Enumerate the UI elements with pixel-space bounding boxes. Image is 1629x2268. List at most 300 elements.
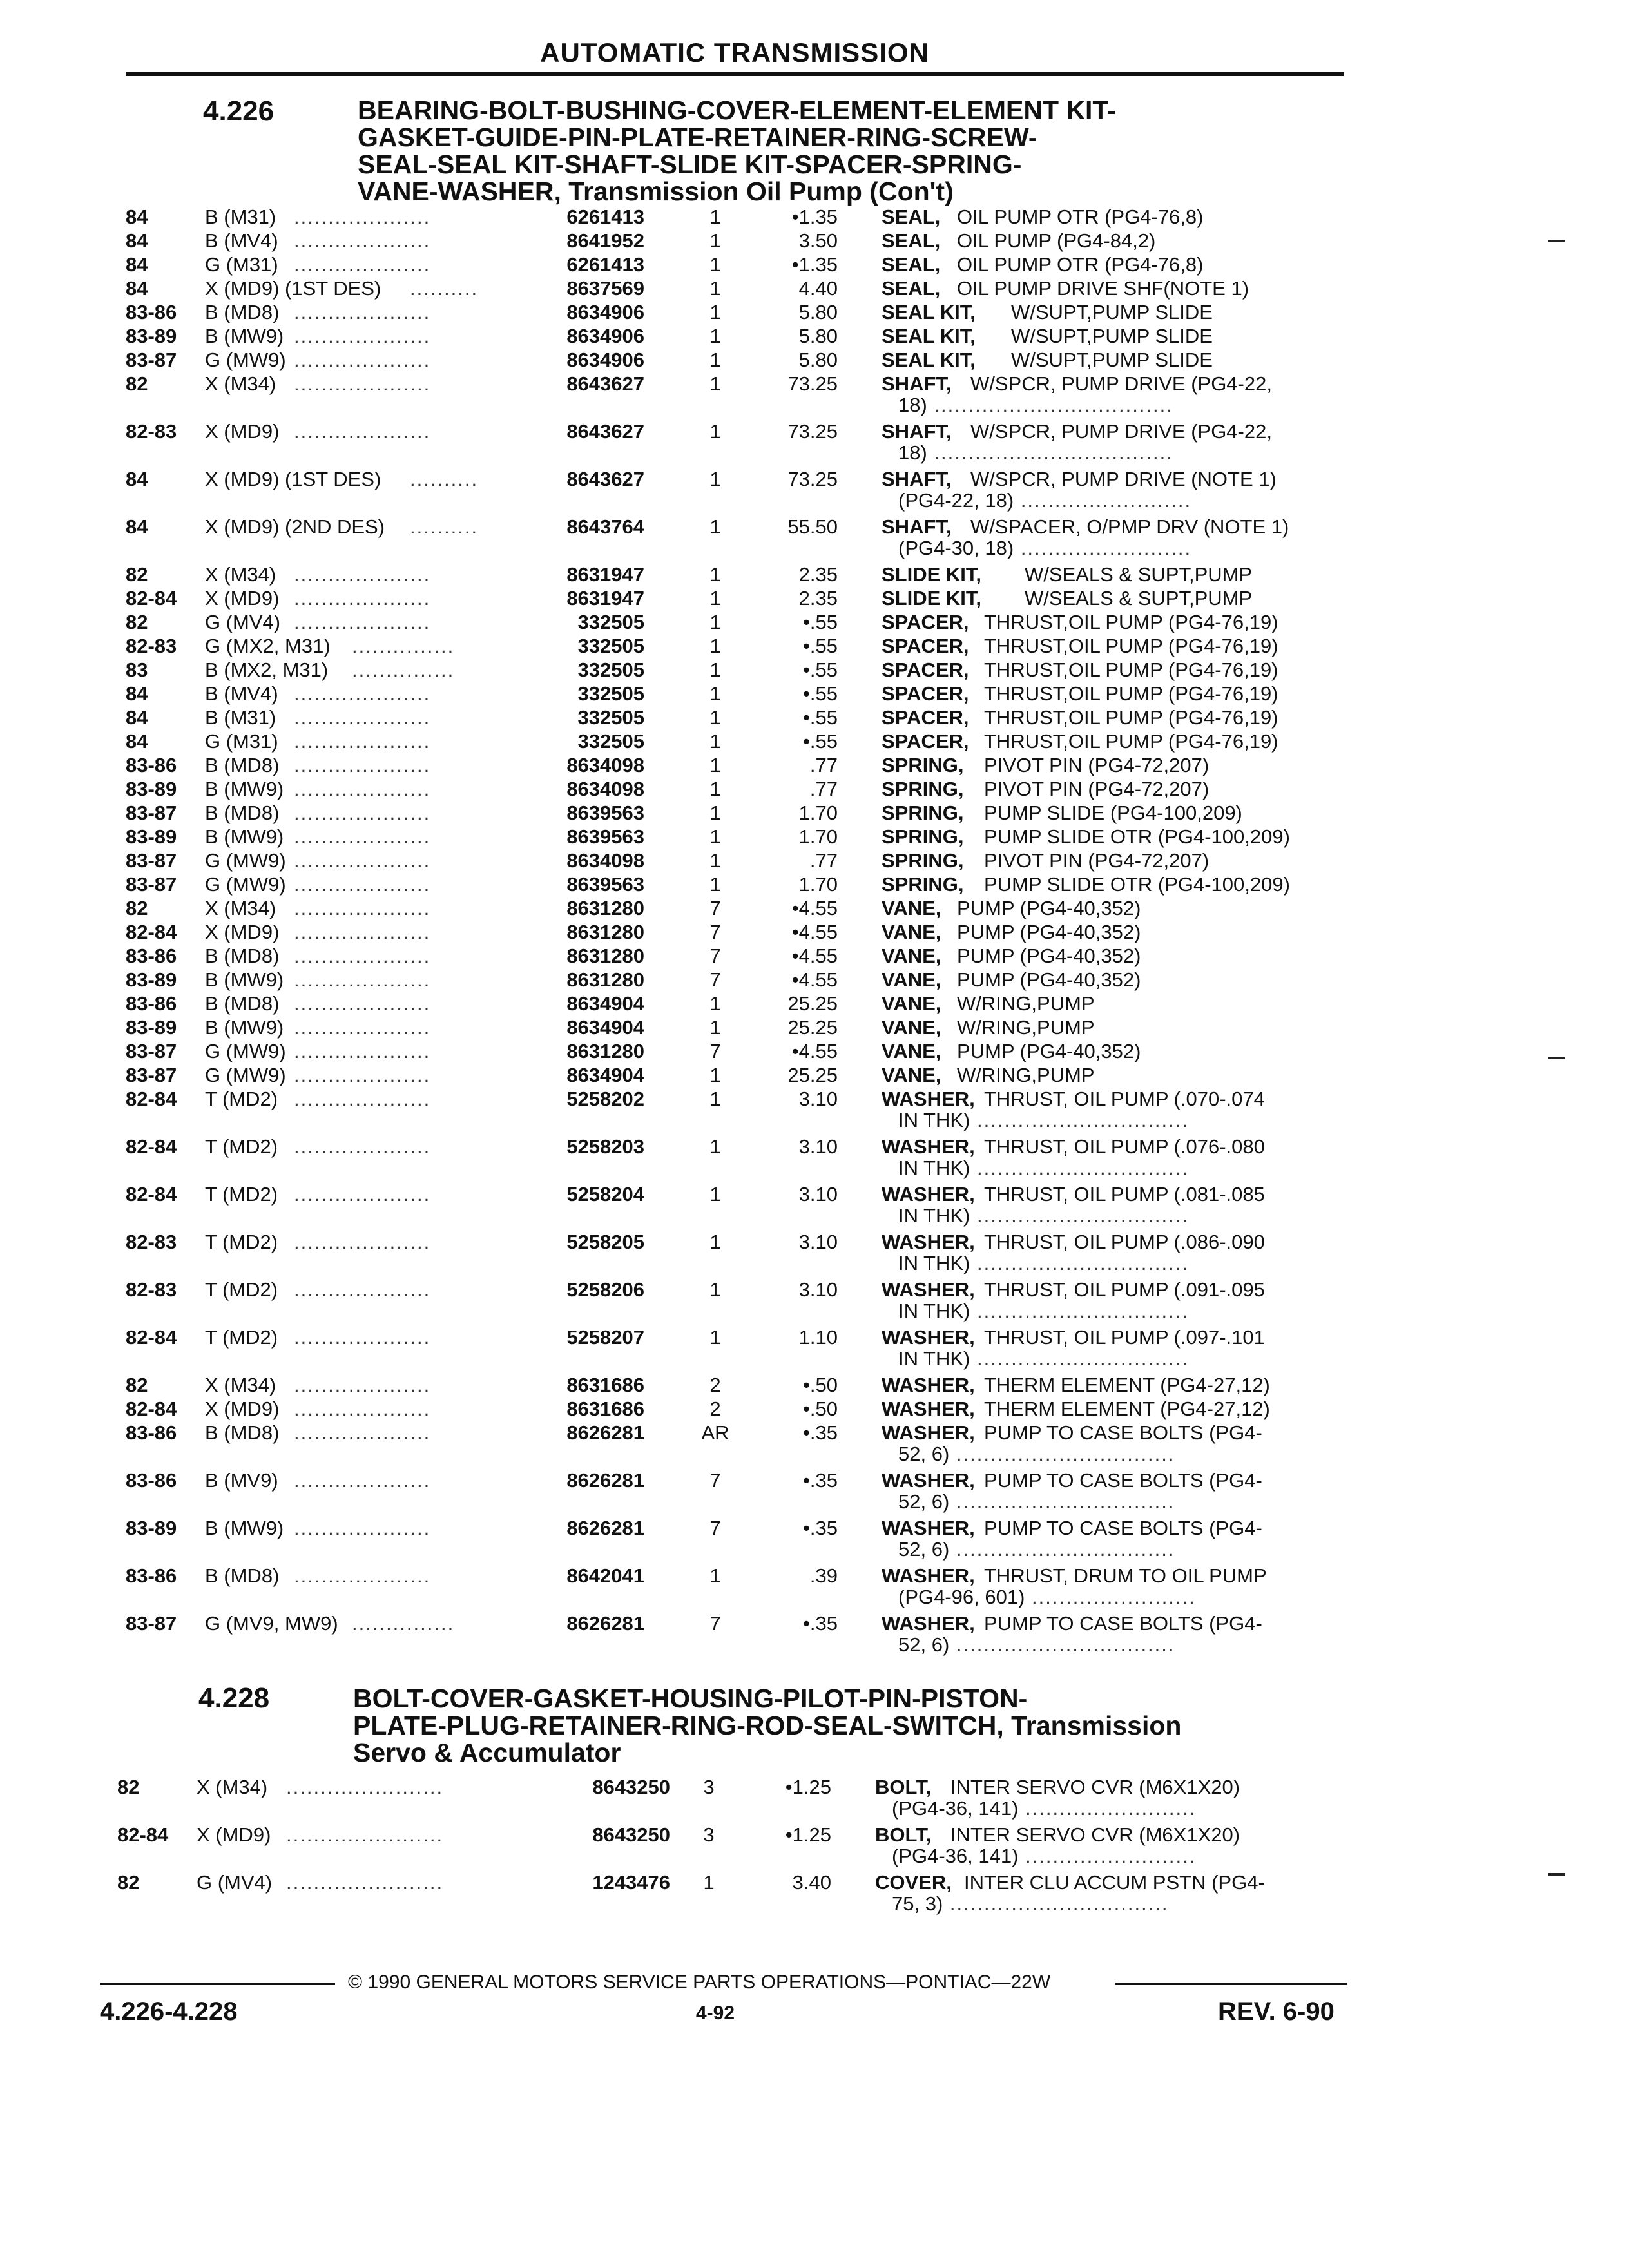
part-number: 8634098 bbox=[566, 778, 644, 800]
leader-dots: ................................ bbox=[943, 1892, 1169, 1915]
leader-dots: .................... bbox=[294, 1278, 431, 1301]
price: 5.80 bbox=[798, 349, 838, 371]
part-name: VANE, bbox=[882, 945, 941, 967]
model-code: B (MD8) bbox=[205, 802, 280, 824]
part-number: 8642041 bbox=[566, 1564, 644, 1587]
price: 2.35 bbox=[798, 587, 838, 610]
part-name: SPACER, bbox=[882, 706, 969, 729]
part-number: 5258202 bbox=[566, 1088, 644, 1110]
part-name: VANE, bbox=[882, 921, 941, 943]
continuation-text: 52, 6) bbox=[898, 1490, 950, 1513]
leader-dots: .................... bbox=[294, 206, 431, 228]
part-row bbox=[0, 1564, 1629, 1588]
part-name: SPRING, bbox=[882, 873, 964, 896]
part-row bbox=[0, 1516, 1629, 1540]
model-year: 82-83 bbox=[126, 635, 177, 657]
part-description: PUMP (PG4-40,352) bbox=[957, 921, 1141, 943]
part-number: 332505 bbox=[577, 730, 644, 753]
part-name: WASHER, bbox=[882, 1469, 975, 1492]
leader-dots: ................................ bbox=[949, 1443, 1175, 1465]
leader-dots: .................... bbox=[294, 1231, 431, 1253]
continuation-text: IN THK) bbox=[898, 1252, 970, 1274]
description-continuation bbox=[892, 1844, 1196, 1868]
model-year: 82-84 bbox=[126, 1135, 177, 1158]
part-row bbox=[0, 586, 1629, 610]
description-continuation bbox=[898, 1156, 1189, 1180]
leader-dots: ....................... bbox=[286, 1823, 444, 1846]
part-description: PUMP TO CASE BOLTS (PG4- bbox=[984, 1421, 1262, 1444]
part-name: SHAFT, bbox=[882, 420, 952, 443]
continuation-text: IN THK) bbox=[898, 1109, 970, 1131]
leader-dots: .................... bbox=[294, 349, 431, 371]
part-row bbox=[0, 992, 1629, 1015]
part-row bbox=[0, 372, 1629, 396]
model-year: 82-84 bbox=[126, 587, 177, 610]
leader-dots: .................... bbox=[294, 1183, 431, 1206]
quantity: 1 bbox=[709, 372, 721, 395]
model-code: B (MV4) bbox=[205, 682, 278, 705]
price: •4.55 bbox=[791, 968, 838, 991]
description-continuation bbox=[898, 1442, 1175, 1466]
model-code: B (MX2, M31) bbox=[205, 658, 329, 681]
model-year: 83-86 bbox=[126, 992, 177, 1015]
part-number: 8639563 bbox=[566, 873, 644, 896]
price: 5.80 bbox=[798, 301, 838, 323]
model-year: 83-89 bbox=[126, 325, 177, 347]
quantity: 1 bbox=[709, 1278, 721, 1301]
price: 1.70 bbox=[798, 873, 838, 896]
quantity: 1 bbox=[709, 325, 721, 347]
part-number: 1243476 bbox=[592, 1871, 670, 1894]
price: •.55 bbox=[803, 730, 838, 753]
part-description: THRUST,OIL PUMP (PG4-76,19) bbox=[984, 611, 1278, 633]
section-title-line: SEAL-SEAL KIT-SHAFT-SLIDE KIT-SPACER-SPRING- bbox=[358, 149, 1022, 179]
quantity: 1 bbox=[709, 515, 721, 538]
part-row bbox=[0, 849, 1629, 872]
part-description: PUMP SLIDE OTR (PG4-100,209) bbox=[984, 873, 1290, 896]
price: 55.50 bbox=[787, 515, 838, 538]
part-name: BOLT, bbox=[875, 1823, 932, 1846]
leader-dots: ......................... bbox=[1014, 537, 1192, 559]
continuation-text: IN THK) bbox=[898, 1157, 970, 1179]
model-year: 84 bbox=[126, 730, 148, 753]
part-name: SEAL, bbox=[882, 229, 941, 252]
leader-dots: ......................... bbox=[1014, 489, 1192, 512]
price: 73.25 bbox=[787, 420, 838, 443]
section-title-line: Servo & Accumulator bbox=[353, 1738, 621, 1767]
part-name: WASHER, bbox=[882, 1517, 975, 1539]
description-continuation bbox=[898, 1347, 1189, 1370]
price: .77 bbox=[809, 778, 838, 800]
model-year: 82 bbox=[126, 372, 148, 395]
model-year: 82 bbox=[117, 1776, 140, 1798]
leader-dots: .................... bbox=[294, 945, 431, 967]
leader-dots: ................................ bbox=[949, 1538, 1175, 1561]
part-name: SPRING, bbox=[882, 849, 964, 872]
part-description: PIVOT PIN (PG4-72,207) bbox=[984, 778, 1210, 800]
leader-dots: .................... bbox=[294, 253, 431, 276]
part-name: SLIDE KIT, bbox=[882, 563, 982, 586]
leader-dots: .................... bbox=[294, 1064, 431, 1086]
part-row bbox=[0, 276, 1629, 300]
model-year: 82-83 bbox=[126, 420, 177, 443]
quantity: 7 bbox=[709, 921, 721, 943]
quantity: 1 bbox=[709, 1088, 721, 1110]
model-code: G (MV4) bbox=[205, 611, 281, 633]
part-name: SHAFT, bbox=[882, 468, 952, 490]
part-number: 8641952 bbox=[566, 229, 644, 252]
leader-dots: .......... bbox=[410, 468, 479, 490]
leader-dots: ............................... bbox=[970, 1300, 1189, 1322]
part-number: 8634098 bbox=[566, 754, 644, 776]
quantity: 7 bbox=[709, 1040, 721, 1062]
part-name: SEAL, bbox=[882, 277, 941, 300]
quantity: 2 bbox=[709, 1374, 721, 1396]
part-row bbox=[0, 1373, 1629, 1397]
quantity: 1 bbox=[709, 825, 721, 848]
part-description: THRUST,OIL PUMP (PG4-76,19) bbox=[984, 635, 1278, 657]
part-row bbox=[0, 682, 1629, 706]
part-description: W/SEALS & SUPT,PUMP bbox=[1025, 587, 1253, 610]
part-number: 8631280 bbox=[566, 1040, 644, 1062]
leader-dots: ................................... bbox=[927, 394, 1173, 416]
part-description: PUMP (PG4-40,352) bbox=[957, 968, 1141, 991]
part-number: 8643627 bbox=[566, 372, 644, 395]
model-year: 84 bbox=[126, 206, 148, 228]
quantity: 1 bbox=[709, 229, 721, 252]
part-name: SLIDE KIT, bbox=[882, 587, 982, 610]
price: •.55 bbox=[803, 706, 838, 729]
price: 3.10 bbox=[798, 1231, 838, 1253]
quantity: 1 bbox=[709, 778, 721, 800]
part-name: WASHER, bbox=[882, 1135, 975, 1158]
price: 5.80 bbox=[798, 325, 838, 347]
model-code: X (M34) bbox=[197, 1776, 268, 1798]
model-code: X (MD9) (2ND DES) bbox=[205, 515, 385, 538]
margin-mark bbox=[1548, 240, 1565, 242]
price: •4.55 bbox=[791, 1040, 838, 1062]
model-year: 83-87 bbox=[126, 873, 177, 896]
price: •1.25 bbox=[785, 1823, 831, 1846]
footer-rule-right bbox=[1115, 1983, 1347, 1985]
part-number: 8631686 bbox=[566, 1398, 644, 1420]
part-row bbox=[0, 1039, 1629, 1063]
description-continuation bbox=[898, 1108, 1189, 1132]
model-year: 84 bbox=[126, 682, 148, 705]
model-code: B (MD8) bbox=[205, 1564, 280, 1587]
part-number: 8634904 bbox=[566, 1016, 644, 1039]
model-year: 82-84 bbox=[117, 1823, 169, 1846]
description-continuation bbox=[892, 1892, 1169, 1916]
part-number: 8639563 bbox=[566, 802, 644, 824]
quantity: 7 bbox=[709, 1612, 721, 1635]
leader-dots: .................... bbox=[294, 1135, 431, 1158]
part-description: PIVOT PIN (PG4-72,207) bbox=[984, 754, 1210, 776]
part-name: SPRING, bbox=[882, 754, 964, 776]
model-year: 83-86 bbox=[126, 1421, 177, 1444]
part-row bbox=[0, 1230, 1629, 1254]
part-row bbox=[0, 729, 1629, 753]
model-year: 84 bbox=[126, 706, 148, 729]
model-code: B (MW9) bbox=[205, 1016, 284, 1039]
part-number: 8637569 bbox=[566, 277, 644, 300]
part-number: 5258203 bbox=[566, 1135, 644, 1158]
part-name: COVER, bbox=[875, 1871, 952, 1894]
leader-dots: ........................ bbox=[1025, 1586, 1196, 1608]
leader-dots: .................... bbox=[294, 992, 431, 1015]
part-number: 8626281 bbox=[566, 1421, 644, 1444]
part-name: SEAL KIT, bbox=[882, 301, 976, 323]
part-description: INTER SERVO CVR (M6X1X20) bbox=[950, 1776, 1240, 1798]
part-name: SPACER, bbox=[882, 635, 969, 657]
model-year: 83-89 bbox=[126, 778, 177, 800]
part-description: PUMP (PG4-40,352) bbox=[957, 897, 1141, 919]
part-number: 5258206 bbox=[566, 1278, 644, 1301]
price: 1.10 bbox=[798, 1326, 838, 1349]
part-description: PUMP TO CASE BOLTS (PG4- bbox=[984, 1469, 1262, 1492]
part-row bbox=[0, 634, 1629, 658]
quantity: 1 bbox=[709, 420, 721, 443]
model-year: 83-87 bbox=[126, 1612, 177, 1635]
model-code: X (MD9) (1ST DES) bbox=[205, 468, 381, 490]
price: 1.70 bbox=[798, 802, 838, 824]
model-year: 83-87 bbox=[126, 1064, 177, 1086]
part-name: SPRING, bbox=[882, 825, 964, 848]
price: •.35 bbox=[803, 1469, 838, 1492]
part-description: PUMP TO CASE BOLTS (PG4- bbox=[984, 1612, 1262, 1635]
model-year: 84 bbox=[126, 277, 148, 300]
price: •4.55 bbox=[791, 921, 838, 943]
continuation-text: 18) bbox=[898, 441, 927, 464]
part-name: WASHER, bbox=[882, 1088, 975, 1110]
model-year: 82-84 bbox=[126, 1398, 177, 1420]
quantity: 7 bbox=[709, 945, 721, 967]
model-code: G (MW9) bbox=[205, 1064, 286, 1086]
leader-dots: ................................ bbox=[949, 1633, 1175, 1656]
part-name: WASHER, bbox=[882, 1278, 975, 1301]
part-description: OIL PUMP (PG4-84,2) bbox=[957, 229, 1156, 252]
price: 25.25 bbox=[787, 992, 838, 1015]
price: .77 bbox=[809, 754, 838, 776]
part-row bbox=[0, 1870, 1629, 1894]
quantity: 7 bbox=[709, 897, 721, 919]
part-number: 8643250 bbox=[592, 1823, 670, 1846]
quantity: 1 bbox=[709, 468, 721, 490]
footer-copyright: © 1990 GENERAL MOTORS SERVICE PARTS OPERATIONS—PONTIAC—22W bbox=[348, 1972, 1051, 1993]
leader-dots: .................... bbox=[294, 778, 431, 800]
model-code: T (MD2) bbox=[205, 1326, 278, 1349]
quantity: 1 bbox=[709, 802, 721, 824]
price: •.35 bbox=[803, 1421, 838, 1444]
section-title-line: GASKET-GUIDE-PIN-PLATE-RETAINER-RING-SCREW- bbox=[358, 122, 1037, 152]
part-description: W/SUPT,PUMP SLIDE bbox=[1011, 325, 1213, 347]
model-code: B (MW9) bbox=[205, 825, 284, 848]
quantity: 3 bbox=[703, 1823, 715, 1846]
quantity: 7 bbox=[709, 1469, 721, 1492]
continuation-text: 52, 6) bbox=[898, 1443, 950, 1465]
price: 4.40 bbox=[798, 277, 838, 300]
part-description: THRUST, DRUM TO OIL PUMP bbox=[984, 1564, 1267, 1587]
footer-page-number: 4-92 bbox=[696, 2003, 735, 2024]
quantity: 1 bbox=[709, 992, 721, 1015]
section-title-line: BEARING-BOLT-BUSHING-COVER-ELEMENT-ELEMENT KIT- bbox=[358, 95, 1116, 125]
quantity: 1 bbox=[709, 706, 721, 729]
model-code: X (M34) bbox=[205, 897, 276, 919]
part-number: 8643627 bbox=[566, 468, 644, 490]
part-name: WASHER, bbox=[882, 1421, 975, 1444]
leader-dots: ....................... bbox=[286, 1776, 444, 1798]
leader-dots: .................... bbox=[294, 611, 431, 633]
leader-dots: .................... bbox=[294, 1469, 431, 1492]
part-name: WASHER, bbox=[882, 1231, 975, 1253]
model-year: 84 bbox=[126, 253, 148, 276]
model-year: 83-89 bbox=[126, 1016, 177, 1039]
quantity: 1 bbox=[709, 349, 721, 371]
footer-revision: REV. 6-90 bbox=[1218, 1997, 1335, 2026]
part-row bbox=[0, 1015, 1629, 1039]
part-number: 8634098 bbox=[566, 849, 644, 872]
part-row bbox=[0, 777, 1629, 801]
part-row bbox=[0, 658, 1629, 682]
page-header-title: AUTOMATIC TRANSMISSION bbox=[540, 37, 929, 68]
leader-dots: ................................... bbox=[927, 441, 1173, 464]
part-name: VANE, bbox=[882, 968, 941, 991]
price: 2.35 bbox=[798, 563, 838, 586]
part-description: THRUST, OIL PUMP (.091-.095 bbox=[984, 1278, 1265, 1301]
leader-dots: .................... bbox=[294, 229, 431, 252]
leader-dots: .................... bbox=[294, 802, 431, 824]
model-code: G (MW9) bbox=[205, 349, 286, 371]
leader-dots: .................... bbox=[294, 730, 431, 753]
leader-dots: .................... bbox=[294, 849, 431, 872]
part-description: THRUST, OIL PUMP (.086-.090 bbox=[984, 1231, 1265, 1253]
model-year: 83-87 bbox=[126, 849, 177, 872]
part-description: OIL PUMP DRIVE SHF(NOTE 1) bbox=[957, 277, 1249, 300]
leader-dots: .................... bbox=[294, 420, 431, 443]
part-row bbox=[0, 1775, 1629, 1799]
model-year: 83-86 bbox=[126, 1469, 177, 1492]
model-code: T (MD2) bbox=[205, 1278, 278, 1301]
quantity: 1 bbox=[709, 253, 721, 276]
price: •4.55 bbox=[791, 945, 838, 967]
model-year: 82 bbox=[126, 897, 148, 919]
part-number: 8634904 bbox=[566, 992, 644, 1015]
description-continuation bbox=[898, 1537, 1175, 1561]
leader-dots: .......... bbox=[410, 515, 479, 538]
model-code: B (MW9) bbox=[205, 325, 284, 347]
part-description: INTER SERVO CVR (M6X1X20) bbox=[950, 1823, 1240, 1846]
margin-mark bbox=[1548, 1057, 1565, 1059]
part-name: SPACER, bbox=[882, 682, 969, 705]
continuation-text: (PG4-36, 141) bbox=[892, 1797, 1019, 1820]
quantity: 1 bbox=[709, 1231, 721, 1253]
model-code: B (MW9) bbox=[205, 778, 284, 800]
leader-dots: ............... bbox=[352, 1612, 455, 1635]
part-description: THRUST,OIL PUMP (PG4-76,19) bbox=[984, 682, 1278, 705]
model-year: 82 bbox=[126, 563, 148, 586]
model-year: 83-86 bbox=[126, 301, 177, 323]
part-row bbox=[0, 562, 1629, 586]
leader-dots: .................... bbox=[294, 587, 431, 610]
part-number: 6261413 bbox=[566, 206, 644, 228]
model-year: 83-86 bbox=[126, 1564, 177, 1587]
leader-dots: .................... bbox=[294, 301, 431, 323]
description-continuation bbox=[898, 1251, 1189, 1275]
part-row bbox=[0, 1087, 1629, 1111]
section-title-line: PLATE-PLUG-RETAINER-RING-ROD-SEAL-SWITCH, Transmission bbox=[353, 1711, 1182, 1740]
model-code: B (MD8) bbox=[205, 945, 280, 967]
part-number: 5258207 bbox=[566, 1326, 644, 1349]
part-description: PUMP SLIDE (PG4-100,209) bbox=[984, 802, 1242, 824]
model-code: X (MD9) bbox=[205, 587, 280, 610]
part-row bbox=[0, 1397, 1629, 1421]
model-year: 82-83 bbox=[126, 1278, 177, 1301]
model-code: B (M31) bbox=[205, 706, 276, 729]
quantity: 1 bbox=[709, 1064, 721, 1086]
part-row bbox=[0, 515, 1629, 539]
part-row bbox=[0, 205, 1629, 229]
part-name: WASHER, bbox=[882, 1374, 975, 1396]
part-row bbox=[0, 968, 1629, 992]
part-row bbox=[0, 1421, 1629, 1445]
part-number: 332505 bbox=[577, 658, 644, 681]
model-year: 82-83 bbox=[126, 1231, 177, 1253]
quantity: AR bbox=[701, 1421, 729, 1444]
model-code: B (MD8) bbox=[205, 301, 280, 323]
part-description: PUMP (PG4-40,352) bbox=[957, 1040, 1141, 1062]
part-description: THRUST, OIL PUMP (.070-.074 bbox=[984, 1088, 1265, 1110]
part-description: OIL PUMP OTR (PG4-76,8) bbox=[957, 253, 1204, 276]
part-row bbox=[0, 801, 1629, 825]
model-year: 83-89 bbox=[126, 968, 177, 991]
price: 3.10 bbox=[798, 1088, 838, 1110]
leader-dots: .................... bbox=[294, 1398, 431, 1420]
continuation-text: 52, 6) bbox=[898, 1633, 950, 1656]
part-row bbox=[0, 300, 1629, 324]
price: •.55 bbox=[803, 682, 838, 705]
continuation-text: IN THK) bbox=[898, 1347, 970, 1370]
quantity: 1 bbox=[709, 635, 721, 657]
price: •1.25 bbox=[785, 1776, 831, 1798]
leader-dots: ............................... bbox=[970, 1252, 1189, 1274]
model-code: G (MV9, MW9) bbox=[205, 1612, 338, 1635]
leader-dots: .................... bbox=[294, 921, 431, 943]
part-row bbox=[0, 872, 1629, 896]
leader-dots: .................... bbox=[294, 325, 431, 347]
quantity: 1 bbox=[709, 563, 721, 586]
model-year: 83-86 bbox=[126, 754, 177, 776]
part-number: 8643250 bbox=[592, 1776, 670, 1798]
quantity: 2 bbox=[709, 1398, 721, 1420]
leader-dots: ......................... bbox=[1018, 1797, 1197, 1820]
quantity: 1 bbox=[709, 754, 721, 776]
leader-dots: .................... bbox=[294, 372, 431, 395]
price: 3.10 bbox=[798, 1183, 838, 1206]
price: 25.25 bbox=[787, 1064, 838, 1086]
part-description: PUMP SLIDE OTR (PG4-100,209) bbox=[984, 825, 1290, 848]
part-description: THRUST, OIL PUMP (.097-.101 bbox=[984, 1326, 1265, 1349]
model-code: B (M31) bbox=[205, 206, 276, 228]
part-name: SEAL KIT, bbox=[882, 349, 976, 371]
section-number: 4.226 bbox=[203, 95, 275, 127]
model-code: G (M31) bbox=[205, 730, 278, 753]
leader-dots: ....................... bbox=[286, 1871, 444, 1894]
part-name: BOLT, bbox=[875, 1776, 932, 1798]
model-code: G (MW9) bbox=[205, 873, 286, 896]
part-name: WASHER, bbox=[882, 1326, 975, 1349]
leader-dots: .................... bbox=[294, 563, 431, 586]
part-number: 8631686 bbox=[566, 1374, 644, 1396]
